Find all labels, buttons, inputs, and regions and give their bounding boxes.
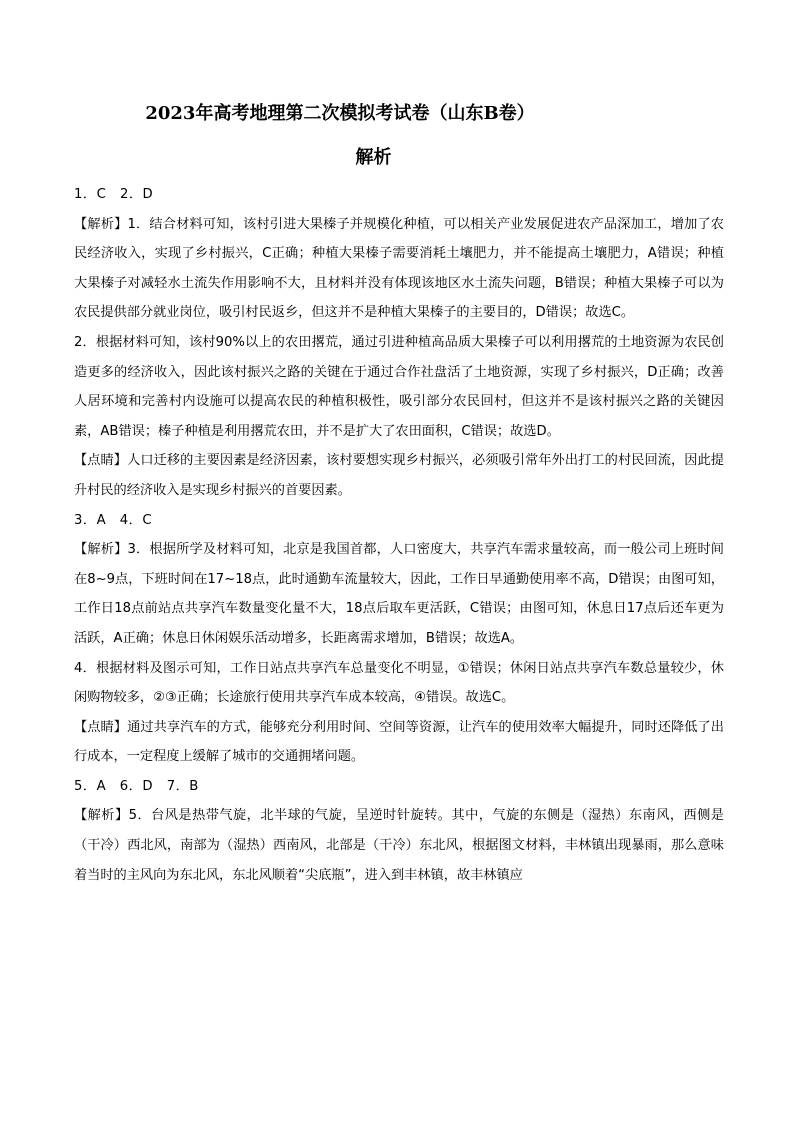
page-title: 2023年高考地理第二次模拟考试卷（山东B卷） (145, 103, 535, 124)
comment-q3-4: 【点睛】通过共享汽车的方式，能够充分利用时间、空间等资源，让汽车的使用效率大幅提升，同时还降低了出行成本，一定程度上缓解了城市的交通拥堵问题。 (74, 719, 724, 765)
comment-q1-2: 【点睛】人口迁移的主要因素是经济因素，该村要想实现乡村振兴，必须吸引常年外出打工的村民回流，因此提升村民的经济收入是实现乡村振兴的首要因素。 (74, 453, 724, 498)
analysis-q4: 4．根据材料及图示可知，工作日站点共享汽车总量变化不明显，①错误；休闲日站点共享汽车数总量较少，休闲购物较多，②③正确；长途旅行使用共享汽车成本较高，④错误。故选C。 (74, 660, 724, 706)
analysis-q3: 【解析】3．根据所学及材料可知，北京是我国首都，人口密度大，共享汽车需求量较高，而一般公司上班时间在8~9点，下班时间在17~18点，此时通勤车流量较大，因此，工作日早通勤使用率不高，D错误；由图可知，工作日18点前站点共享汽车数量变化量不大，18点后取车更活跃，C错误；由图可知，休息日17点后还车更为活跃，A正确；休息日休闲娱乐活动增多，长距离需求增加，B错误；故选A。 (74, 542, 724, 646)
analysis-q1: 【解析】1．结合材料可知，该村引进大果榛子并规模化种植，可以相关产业发展促进农产品深加工，增加了农民经济收入，实现了乡村振兴，C正确；种植大果榛子需要消耗土壤肥力，并不能提高土壤肥力，A错误；种植大果榛子对减轻水土流失作用影响不大，且材料并没有体现该地区水土流失问题，B错误；种植大果榛子可以为农民提供部分就业岗位，吸引村民返乡，但这并不是种植大果榛子的主要目的，D错误；故选C。 (74, 216, 724, 321)
answer-line-5-7: 5．A 6．D 7．B (74, 778, 199, 794)
document-body (74, 180, 724, 890)
analysis-q2: 2．根据材料可知，该村90%以上的农田撂荒，通过引进种植高品质大果榛子可以利用撂荒的土地资源为农民创造更多的经济收入，因此该村振兴之路的关键在于通过合作社盘活了土地资源，实现了乡村振兴，D正确；改善人居环境和完善村内设施可以提高农民的种植积极性，吸引部分农民回村，但这并不是该村振兴之路的关键因素，AB错误；榛子种植是利用撂荒农田，并不是扩大了农田面积，C错误；故选D。 (74, 334, 724, 439)
answer-line-1-2: 1．C 2．D (74, 187, 154, 202)
page-subtitle: 解析 (355, 147, 392, 168)
analysis-q5: 【解析】5．台风是热带气旋，北半球的气旋，呈逆时针旋转。其中，气旋的东侧是（湿热）东南风，西侧是（干冷）西北风，南部为（湿热）西南风，北部是（干冷）东北风，根据图文材料，丰林镇出现暴雨，那么意味着当时的主风向为东北风，东北风顺着“尖底瓶”，进入到丰林镇，故丰林镇应 (74, 808, 724, 883)
answer-line-3-4: 3．A 4．C (74, 512, 153, 528)
